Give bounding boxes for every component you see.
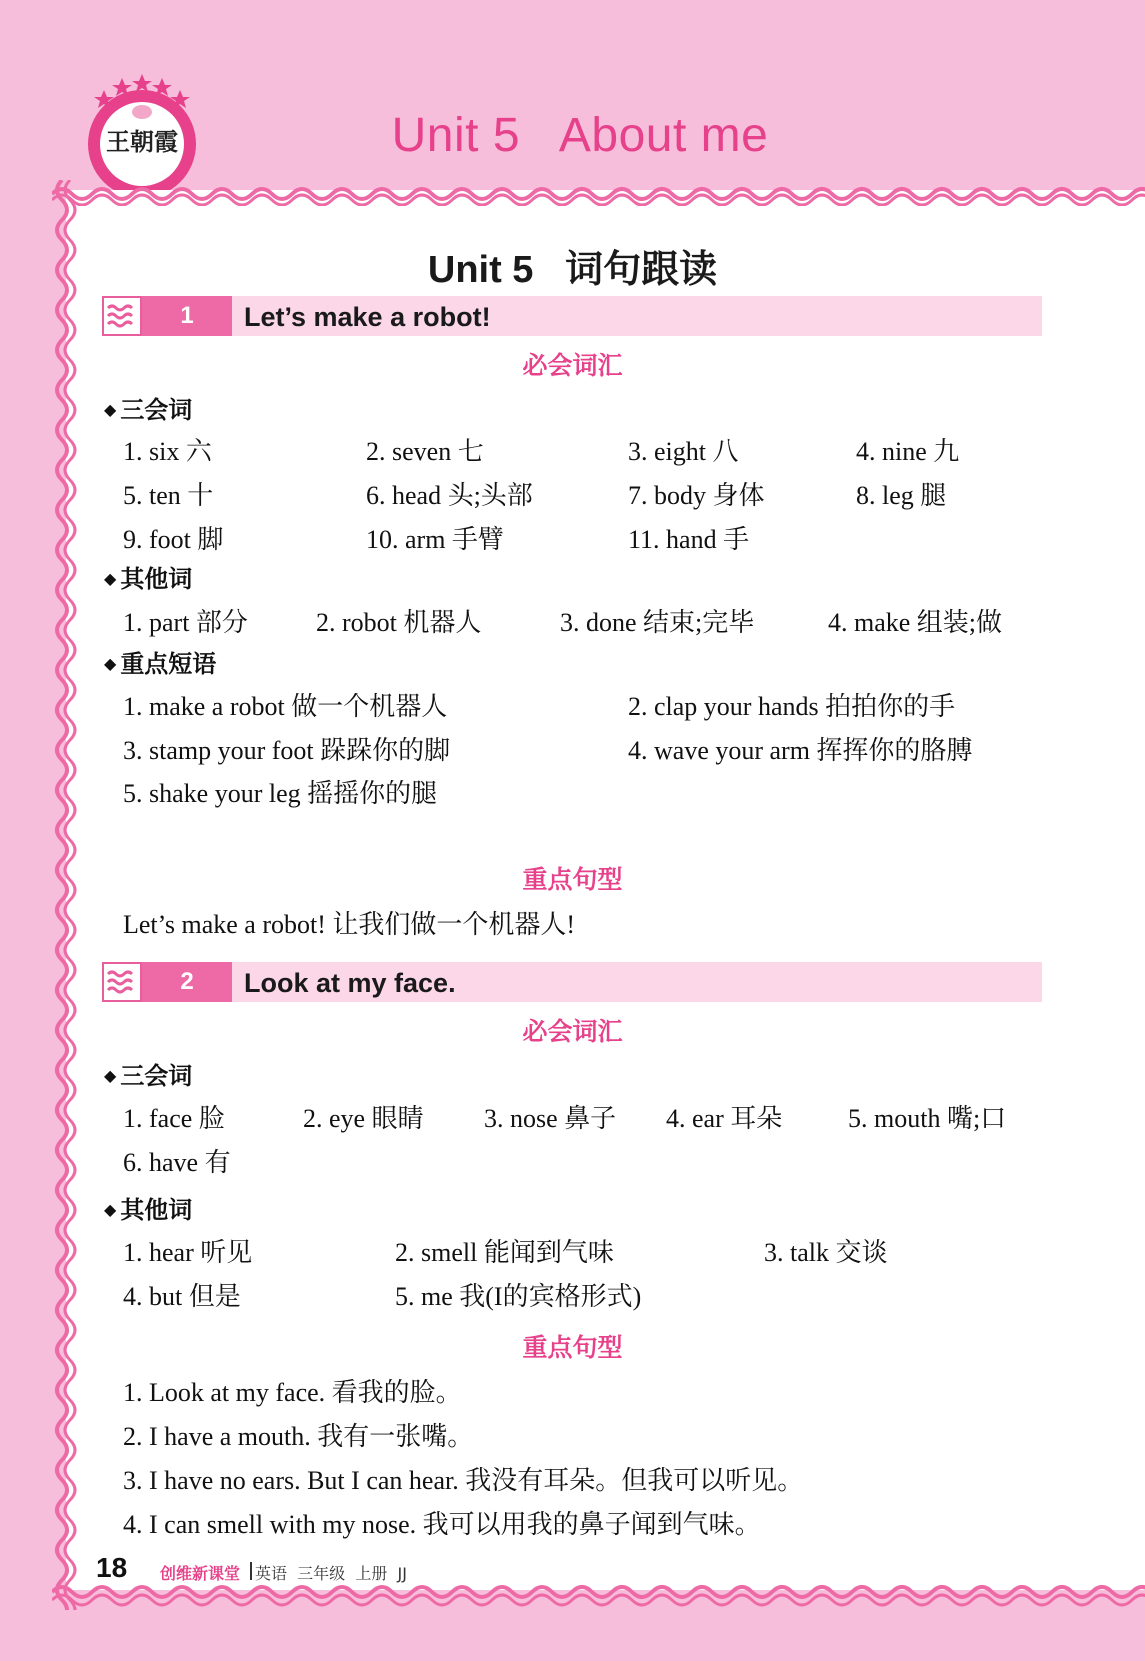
vocab-item: 1. six 六: [123, 437, 212, 466]
vocab-item: 4. ear 耳朵: [666, 1104, 783, 1133]
sentence-heading: 重点句型: [522, 865, 623, 894]
waves-icon: [102, 962, 142, 1002]
vocab-item: 2. eye 眼睛: [303, 1104, 424, 1133]
phrase-item: 4. wave your arm 挥挥你的胳膊: [628, 736, 973, 765]
vocab-item: 4. nine 九: [856, 437, 960, 466]
phrase-item: 3. stamp your foot 跺跺你的脚: [123, 736, 451, 765]
vocab-item: 6. have 有: [123, 1148, 231, 1177]
vocab-item: 10. arm 手臂: [366, 525, 504, 554]
other-words-heading: ◆ 其他词: [104, 565, 193, 593]
vocab-heading: 必会词汇: [522, 351, 623, 380]
vocab-item: 4. but 但是: [123, 1282, 241, 1311]
vocab-item: 2. seven 七: [366, 437, 484, 466]
vocab-item: 11. hand 手: [628, 525, 750, 554]
sentence-item: 4. I can smell with my nose. 我可以用我的鼻子闻到气味。: [123, 1510, 761, 1539]
vocab-item: 3. eight 八: [628, 437, 739, 466]
vocab-item: 5. mouth 嘴;口: [848, 1104, 1007, 1133]
waves-icon: [102, 296, 142, 336]
core-words-heading: ◆ 三会词: [104, 1062, 193, 1090]
section-title: Let’s make a robot!: [244, 302, 491, 332]
vocab-item: 4. make 组装;做: [828, 608, 1003, 637]
section-title: Look at my face.: [244, 968, 456, 998]
vocab-item: 3. nose 鼻子: [484, 1104, 617, 1133]
wavy-border-top: [52, 176, 1145, 206]
vocab-item: 1. part 部分: [123, 608, 248, 637]
vocab-item: 1. face 脸: [123, 1104, 225, 1133]
vocab-item: 6. head 头;头部: [366, 481, 533, 510]
other-words-heading: ◆ 其他词: [104, 1196, 193, 1224]
vocab-item: 5. me 我(I的宾格形式): [395, 1282, 642, 1311]
section-number: 2: [142, 962, 232, 1002]
vocab-heading: 必会词汇: [522, 1017, 623, 1046]
vocab-item: 5. ten 十: [123, 481, 214, 510]
footer-book-info: 英语 三年级 上册 JJ: [255, 1564, 407, 1583]
sentence-item: Let’s make a robot! 让我们做一个机器人!: [123, 910, 576, 939]
footer-divider: [250, 1562, 252, 1580]
vocab-item: 2. smell 能闻到气味: [395, 1238, 614, 1267]
core-words-heading: ◆ 三会词: [104, 396, 193, 424]
vocab-item: 8. leg 腿: [856, 481, 947, 510]
phrase-item: 1. make a robot 做一个机器人: [123, 692, 448, 721]
vocab-item: 2. robot 机器人: [316, 608, 482, 637]
vocab-item: 9. foot 脚: [123, 525, 224, 554]
unit-header-title: Unit 5 About me: [391, 109, 769, 162]
svg-text:王朝霞: 王朝霞: [106, 128, 178, 156]
sentence-item: 3. I have no ears. But I can hear. 我没有耳朵。但我可以听见。: [123, 1466, 804, 1495]
phrase-item: 2. clap your hands 拍拍你的手: [628, 692, 956, 721]
vocab-item: 7. body 身体: [628, 481, 765, 510]
section-2-bar: [102, 962, 1042, 1002]
document-title: Unit 5 词句跟读: [427, 249, 718, 291]
sentence-item: 1. Look at my face. 看我的脸。: [123, 1378, 462, 1407]
sentence-heading: 重点句型: [522, 1333, 623, 1362]
footer-brand: 创维新课堂: [160, 1564, 241, 1583]
section-number: 1: [142, 296, 232, 336]
phrases-heading: ◆ 重点短语: [104, 650, 217, 678]
vocab-item: 3. done 结束;完毕: [560, 608, 755, 637]
sentence-item: 2. I have a mouth. 我有一张嘴。: [123, 1422, 474, 1451]
vocab-item: 3. talk 交谈: [764, 1238, 888, 1267]
section-1-bar: [102, 296, 1042, 336]
phrase-item: 5. shake your leg 摇摇你的腿: [123, 779, 438, 808]
page-number: 18: [96, 1552, 128, 1583]
vocab-item: 1. hear 听见: [123, 1238, 253, 1267]
wavy-border-bottom: [52, 1582, 1145, 1612]
